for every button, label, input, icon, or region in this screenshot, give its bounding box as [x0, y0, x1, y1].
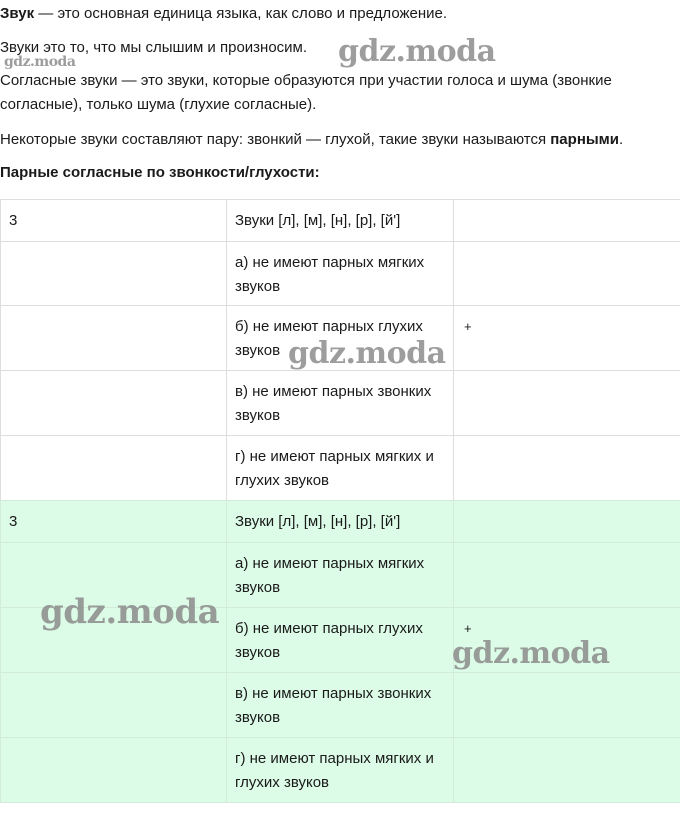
table-cell-mark [454, 200, 680, 242]
table-cell-mark [454, 371, 680, 436]
table-cell-mark [454, 543, 680, 608]
table-cell-option: б) не имеют парных глухих звуков [227, 306, 454, 371]
paired-text-pre: Некоторые звуки составляют пару: звонкий — глухой, такие звуки называются [0, 131, 551, 148]
table-row [1, 242, 680, 306]
table-cell-number [1, 673, 227, 738]
table-row [1, 608, 680, 673]
sound-definition-text: — это основная единица языка, как слово и предложение. [34, 5, 448, 22]
table-cell-number [1, 436, 227, 501]
table-cell-option: а) не имеют парных мягких звуков [227, 543, 454, 608]
table-cell-mark [454, 673, 680, 738]
table-cell-mark [454, 436, 680, 501]
term-paired: парными [550, 131, 620, 148]
table-cell-number [1, 242, 227, 306]
paragraph-sound-definition [0, 2, 447, 26]
table-row [1, 673, 680, 738]
watermark-middle: gdz.moda [288, 336, 446, 371]
watermark-small: gdz.moda [4, 54, 76, 70]
section-heading [0, 161, 320, 185]
table-row [1, 200, 680, 242]
watermark-green-left: gdz.moda [40, 592, 220, 632]
answer-table-white [0, 199, 680, 501]
table-cell-option: б) не имеют парных глухих звуков [227, 608, 454, 673]
paragraph-consonants: Согласные звуки — это звуки, которые образуются при участии голоса и шума (звонкие согласные), только шума (глухие согласные). [0, 72, 612, 113]
table-row [1, 436, 680, 501]
table-cell-mark: + [454, 608, 680, 673]
table-cell-option: в) не имеют парных звонких звуков [227, 371, 454, 436]
table-cell-option: г) не имеют парных мягких и глухих звуков [227, 436, 454, 501]
table-cell-number: 3 [1, 200, 227, 242]
table-row [1, 371, 680, 436]
table-cell-mark [454, 501, 680, 543]
table-cell-number [1, 608, 227, 673]
table-cell-number: 3 [1, 501, 227, 543]
paired-text-post: . [619, 131, 624, 148]
watermark-green-right: gdz.moda [452, 636, 610, 671]
answer-table-white-body [1, 200, 680, 501]
heading-text: Парные согласные по звонкости/глухости: [0, 164, 320, 181]
term-sound: Звук [0, 5, 35, 22]
table-cell-number [1, 543, 227, 608]
table-cell-number [1, 306, 227, 371]
watermark-top: gdz.moda [338, 34, 496, 69]
answer-table-green-body [1, 501, 680, 803]
table-row [1, 543, 680, 608]
table-cell-mark [454, 242, 680, 306]
table-cell-option: Звуки [л], [м], [н], [р], [й'] [227, 501, 454, 543]
table-cell-option: в) не имеют парных звонких звуков [227, 673, 454, 738]
table-cell-option: Звуки [л], [м], [н], [р], [й'] [227, 200, 454, 242]
table-cell-number [1, 371, 227, 436]
table-cell-option: г) не имеют парных мягких и глухих звуков [227, 738, 454, 803]
table-row [1, 501, 680, 543]
table-row [1, 738, 680, 803]
table-row [1, 306, 680, 371]
table-cell-mark: + [454, 306, 680, 371]
table-cell-number [1, 738, 227, 803]
table-cell-mark [454, 738, 680, 803]
paragraph-paired [0, 128, 623, 152]
paragraph-sounds-heard: Звуки это то, что мы слышим и произносим. [0, 39, 308, 56]
answer-table-green [0, 500, 680, 803]
table-cell-option: а) не имеют парных мягких звуков [227, 242, 454, 306]
